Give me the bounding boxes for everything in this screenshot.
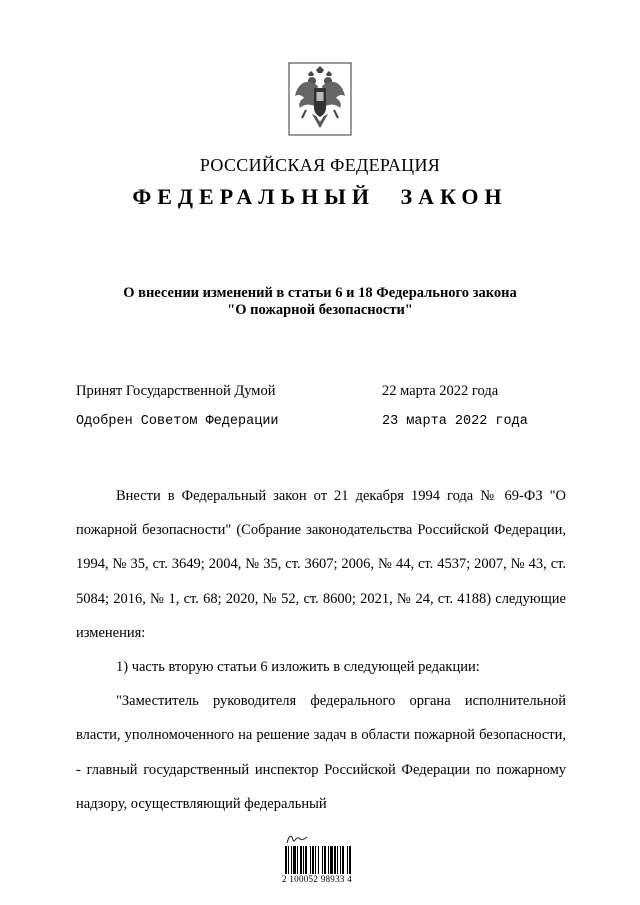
barcode-icon (285, 846, 379, 874)
country-name: РОССИЙСКАЯ ФЕДЕРАЦИЯ (199, 155, 441, 175)
initials-signature-icon (285, 832, 309, 846)
coat-of-arms-emblem-icon (288, 62, 352, 136)
barcode-bar (305, 846, 307, 874)
duma-date: 22 марта 2022 года (382, 383, 499, 399)
barcode-bar (324, 846, 326, 874)
council-label: Одобрен Советом Федерации (76, 414, 279, 429)
barcode-number: 2 100052 98933 4 (282, 874, 353, 884)
barcode-bar (300, 846, 302, 874)
barcode-bar (318, 846, 319, 874)
barcode-bar (342, 846, 344, 874)
law-title-line-1: О внесении изменений в статьи 6 и 18 Федерального закона (123, 285, 517, 301)
barcode-bar (349, 846, 351, 874)
barcode-bar (322, 846, 323, 874)
barcode-bar (303, 846, 304, 874)
barcode-bar (310, 846, 311, 874)
barcode-bar (312, 846, 314, 874)
barcode-bar (340, 846, 341, 874)
law-title-line-2: "О пожарной безопасности" (227, 302, 413, 318)
barcode-bar (293, 846, 296, 874)
barcode-bar (315, 846, 316, 874)
body-paragraph-2: 1) часть вторую статьи 6 изложить в следующей редакции: (116, 659, 480, 676)
document-type: ФЕДЕРАЛЬНЫЙ ЗАКОН (132, 184, 508, 209)
duma-label: Принят Государственной Думой (76, 383, 276, 399)
barcode-bar (291, 846, 292, 874)
barcode-bar (347, 846, 348, 874)
barcode-bar (328, 846, 329, 874)
body-paragraph-1: Внести в Федеральный закон от 21 декабря 1994 года № 69-ФЗ "О пожарной безопасности" (Собрание законодательства Российской Федерации, 1994, № 35, ст. 3649; 2004, № 35, ст. 3607; 2006, № 44, ст. 4537; 2007, № 43, ст. 5084; 2016, № 1, ст. 68; 2020, № 52, ст. 8600; 2021, № 24, ст. 4188) следующие изменения: (76, 488, 566, 641)
body-paragraph-3: "Заместитель руководителя федерального органа исполнительной власти, уполномоченного на решение задач в области пожарной безопасности, - главный государственный инспектор Российской Федерации по пожарному надзору, осуществляющий федеральный (76, 693, 566, 812)
barcode-bar (334, 846, 336, 874)
barcode-bar (297, 846, 298, 874)
law-title (0, 285, 640, 319)
barcode-bar (330, 846, 333, 874)
council-date: 23 марта 2022 года (382, 414, 528, 429)
barcode-bar (285, 846, 287, 874)
barcode-bar (337, 846, 338, 874)
law-body (76, 479, 566, 821)
barcode-bar (288, 846, 289, 874)
